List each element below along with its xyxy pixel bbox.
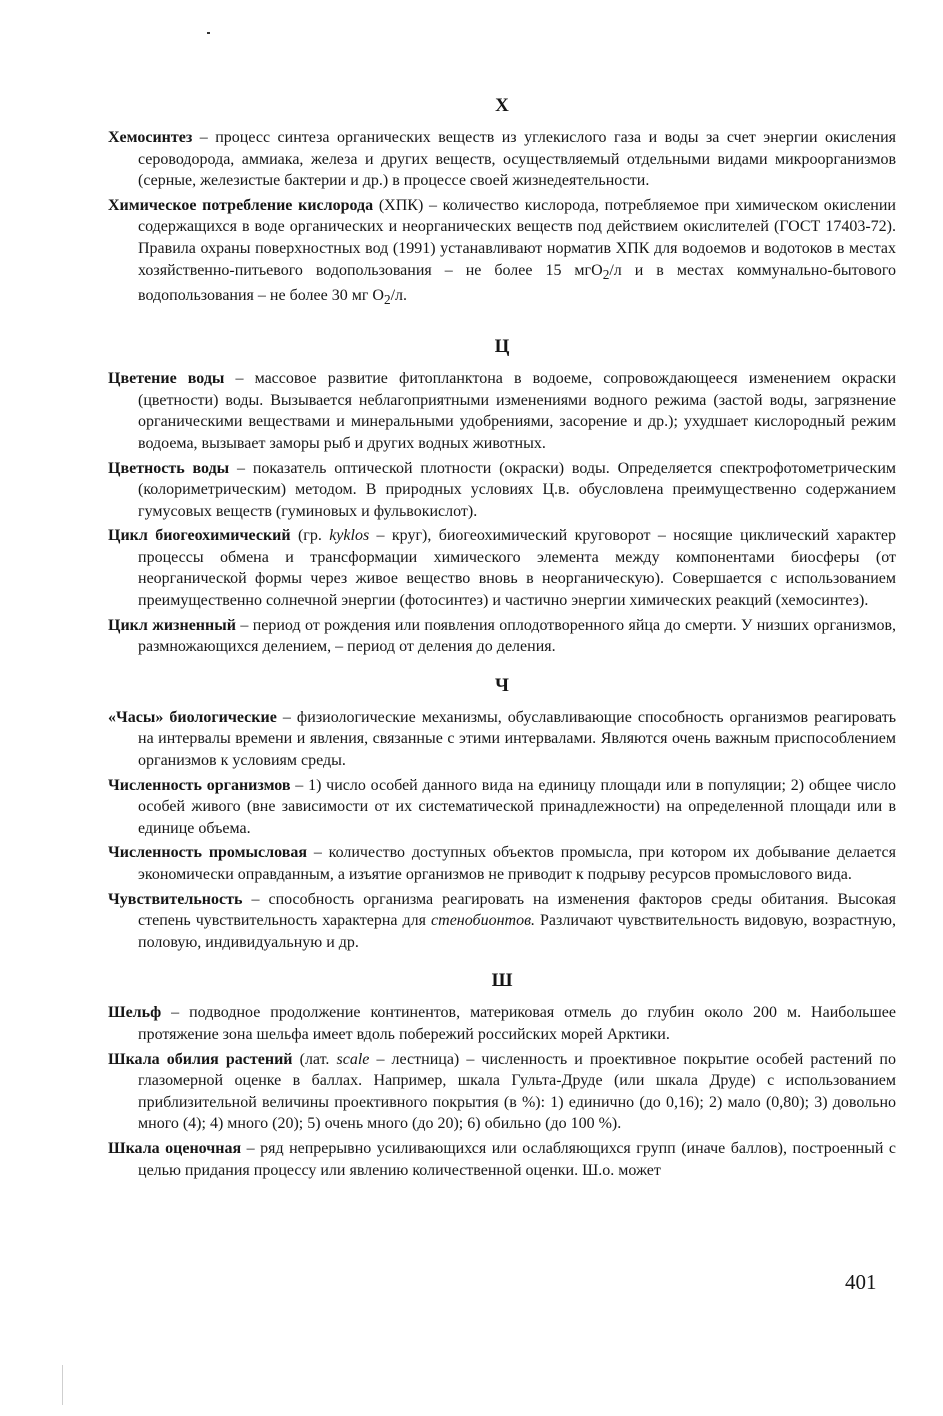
italic-word: kyklos — [329, 527, 370, 545]
section-sh — [108, 970, 896, 1181]
entry-term: Цикл биогеохимический — [108, 527, 291, 545]
entry-term: Шельф — [108, 1004, 162, 1022]
glossary-entry — [108, 195, 896, 311]
entry-definition-cont: – лестница) – численность и проективное покрытие особей растений по глазомерной оценке в баллах. Например, шкала Гульта-Друде (или шкала Друде) с использованием приблизительной величины проективного покрытия (в %): 1) единично (до 0,16); 2) мало (0,80); 3) довольно много (4); 4) много (20); 5) очень много (до 20); 6) обильно (до 100 %). — [138, 1050, 896, 1133]
italic-word: стенобионтов. — [431, 912, 536, 930]
section-kh — [108, 95, 896, 311]
italic-word: scale — [336, 1050, 370, 1068]
glossary-entry — [108, 368, 896, 454]
entry-definition: – способность организма реагировать на изменения факторов среды обитания. Высокая степень чувствительность характерна для — [138, 890, 896, 930]
subscript: 2 — [383, 292, 391, 308]
glossary-entry — [108, 1138, 896, 1181]
entry-term: Шкала оценочная — [108, 1139, 242, 1157]
glossary-entry — [108, 889, 896, 954]
entry-definition: – количество доступных объектов промысла, при котором их добывание делается экономически оправданным, а изъятие организмов не приводит к подрыву ресурсов промыслового вида. — [138, 844, 896, 883]
entry-definition-cont: /л и в местах коммунально-бытового водопользования – не более 30 мг О — [138, 261, 896, 305]
section-letter-heading: Ц — [494, 336, 510, 358]
entry-definition-cont: Различают чувствительность видовую, возрастную, половую, индивидуальную и др. — [138, 912, 896, 951]
entry-definition: – период от рождения или появления оплодотворенного яйца до смерти. У низших организмов, размножающихся делением, – период от деления до деления. — [138, 616, 896, 656]
entry-term: Химическое потребление кислорода — [108, 196, 374, 214]
page-number: 401 — [845, 1270, 877, 1294]
entry-definition: – массовое развитие фитопланктона в водоеме, сопровождающееся изменением окраски (цветности) воды. Вызывается неблагоприятными изменениями водного режима (застой воды, загрязнение органическими веществами и минеральными удобрениями, засорение и др.); ухудшает кислородный режим водоема, вызывает заморы рыб и других водных животных. — [138, 370, 896, 452]
entry-term: Цикл жизненный — [108, 616, 236, 634]
entry-definition: – процесс синтеза органических веществ из углекислого газа и воды за счет энергии окисления сероводорода, аммиака, железа и других веществ, осуществляемый отдельными видами микроорганизмов (серные, железистые бактерии и др.) в процессе своей жизнедеятельности. — [138, 129, 896, 190]
scan-speck — [207, 32, 210, 34]
entry-term: «Часы» биологические — [108, 708, 277, 726]
glossary-entry — [108, 525, 896, 611]
scan-artifact-line — [62, 1365, 63, 1405]
glossary-entry — [108, 1002, 896, 1045]
entry-definition: – подводное продолжение континентов, материковая отмель до глубин около 200 м. Наибольшее протяжение зона шельфа имеет вдоль побережий российских морей Арктики. — [138, 1004, 896, 1043]
entry-term: Цветность воды — [108, 459, 230, 477]
section-letter-heading: Ч — [495, 674, 509, 696]
entry-definition: (ХПК) – количество кислорода, потребляемое при химическом окислении содержащихся в воде органических и неорганических веществ под действием окислителей (ГОСТ 17403-72). Правила охраны поверхностных вод (1991) устанавливают норматив ХПК для водоемов и водотоков в местах хозяйственно-питьевого водопользования – не более 15 мгО — [138, 196, 896, 279]
entry-definition: – 1) число особей данного вида на единицу площади или в популяции; 2) общее число особей живого (вне зависимости от их систематической принадлежности) на определенной площади или в единице объема. — [138, 776, 897, 837]
glossary-entry — [108, 615, 896, 658]
entry-definition: – показатель оптической плотности (окраски) воды. Определяется спектрофотометрическим (колориметрическим) методом. В природных условиях Ц.в. обусловлена преимущественно содержанием гумусовых веществ (гуминовых и фульвокислот). — [138, 459, 897, 520]
glossary-entry — [108, 458, 896, 523]
entry-term: Численность организмов — [108, 776, 291, 794]
subscript: 2 — [602, 266, 610, 282]
entry-definition: – физиологические механизмы, обуславливающие способность организмов реагировать на интервалы времени и явления, связанные с этими интервалами. Являются очень важным приспособлением организмов к условиям среды. — [138, 708, 896, 770]
entry-definition: – ряд непрерывно усиливающихся или ослабляющихся групп (иначе баллов), построенный с целью придания процессу или явлению количественной оценки. Ш.о. может — [138, 1139, 897, 1179]
entry-term: Численность промысловая — [108, 844, 307, 862]
section-letter-heading: Ш — [491, 970, 513, 992]
glossary-entry — [108, 707, 896, 772]
glossary-entry — [108, 1049, 896, 1135]
glossary-entry — [108, 127, 896, 192]
entry-definition-end: /л. — [390, 287, 408, 305]
section-letter-heading: Х — [495, 95, 509, 116]
entry-term: Шкала обилия растений — [108, 1050, 293, 1068]
section-ts — [108, 336, 896, 658]
entry-definition: (гр. — [290, 527, 330, 545]
glossary-entry — [108, 775, 896, 840]
entry-term: Цветение воды — [108, 370, 225, 388]
glossary-entry — [108, 842, 896, 885]
entry-definition-cont: – круг), биогеохимический круговорот – носящие циклический характер процессы обмена и трансформации химического элемента между компонентами биосферы (от неорганической формы через живое вещество вновь в неорганическую). Совершается с использованием преимущественно солнечной энергии (фотосинтез) и частично энергии химических реакций (хемосинтез). — [138, 527, 897, 610]
entry-term: Чувствительность — [108, 890, 243, 908]
entry-definition: (лат. — [292, 1050, 337, 1068]
glossary-content — [108, 95, 896, 1184]
entry-term: Хемосинтез — [108, 129, 193, 146]
section-ch — [108, 675, 896, 954]
